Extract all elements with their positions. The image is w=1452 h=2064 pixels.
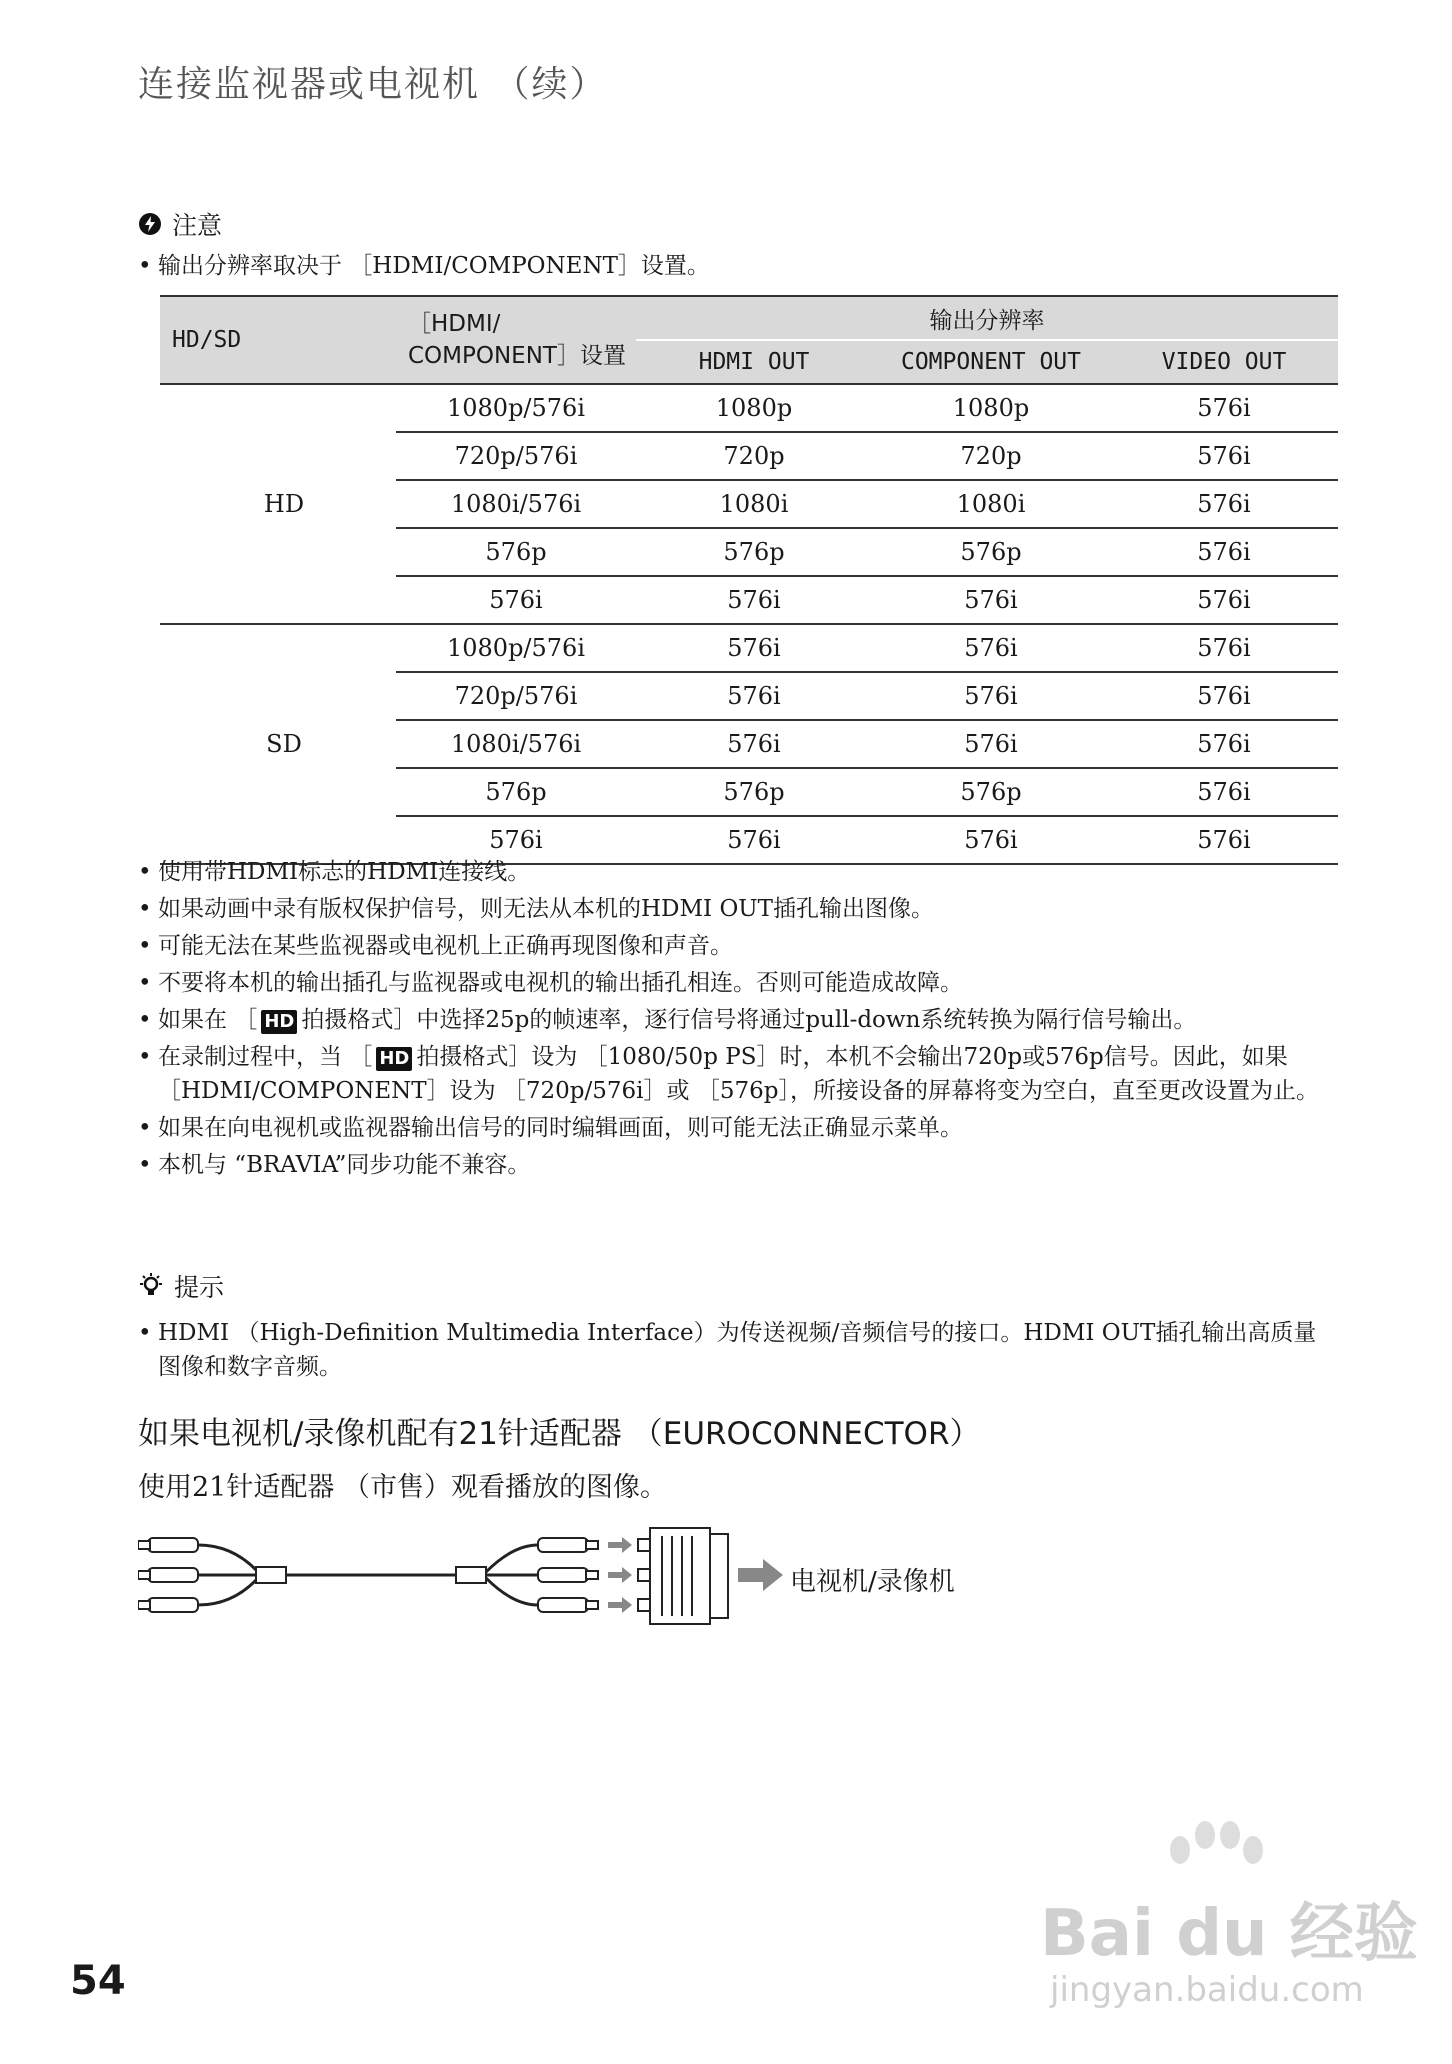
left-plugs [138,1538,198,1612]
page-number: 54 [70,1958,126,2004]
table-cell: 576i [636,672,872,720]
tip-heading [138,1268,224,1304]
group-label-hd: HD [160,384,396,624]
table-cell: 1080i/576i [396,480,636,528]
caution-intro-text: 输出分辨率取决于 ［HDMI/COMPONENT］设置。 [158,253,710,279]
table-cell: 576p [396,768,636,816]
table-cell: 576p [636,528,872,576]
note-item-hd-2 [138,1040,1338,1108]
watermark-url: jingyan.baidu.com [1050,1970,1364,2010]
note-text-before: 在录制过程中，当 ［ [158,1044,373,1070]
tip-body [138,1316,1338,1384]
table-cell: 576i [872,816,1110,864]
header-hdsd: HD/SD [160,296,396,384]
note-text-after: 拍摄格式］设为 ［1080/50p PS］时，本机不会输出720p或576p信号。因此，如果 ［HDMI/COMPONENT］设为 ［720p/576i］或 ［576p］，所接设备的屏幕将变为空白，直至更改设置为止。 [158,1044,1319,1104]
right-junction [456,1567,486,1583]
lightbulb-icon [138,1272,164,1300]
note-text-after: 拍摄格式］中选择25p的帧速率，逐行信号将通过pull-down系统转换为隔行信号输出。 [301,1007,1197,1033]
note-item [138,892,1338,926]
note-text: 不要将本机的输出插孔与监视器或电视机的输出插孔相连。否则可能造成故障。 [158,970,963,996]
table-cell: 1080p/576i [396,624,636,672]
left-junction [256,1567,286,1583]
note-text: 使用带HDMI标志的HDMI连接线。 [158,859,531,885]
table-cell: 576p [872,768,1110,816]
header-hdmi-out: HDMI OUT [636,340,872,384]
note-item [138,966,1338,1000]
page-title: 连接监视器或电视机 （续） [138,64,608,105]
caution-heading-text: 注意 [172,211,223,240]
header-setting [396,296,636,384]
note-text [138,1003,1338,1037]
table-cell: 576i [396,816,636,864]
table-cell: 1080i/576i [396,720,636,768]
table-cell: 720p/576i [396,672,636,720]
notes-list [138,855,1338,1185]
table-cell: 576i [636,816,872,864]
note-item [138,1111,1338,1145]
bullet-dot: • [138,970,152,996]
tip-text: HDMI （High-Definition Multimedia Interface）为传送视频/音频信号的接口。HDMI OUT插孔输出高质量图像和数字音频。 [158,1320,1317,1380]
table-header [160,296,1338,384]
table-cell: 576p [396,528,636,576]
bullet-dot: • [138,896,152,922]
connection-diagram [138,1520,838,1630]
tv-vcr-label: 电视机/录像机 [790,1567,955,1597]
paw-logo [1150,1820,1270,1890]
table-cell: 576p [872,528,1110,576]
table-cell: 720p/576i [396,432,636,480]
resolution-table [160,295,1338,865]
table-cell: 1080p/576i [396,384,636,432]
right-cables [486,1545,538,1605]
right-plugs [538,1538,598,1612]
table-cell: 576i [636,720,872,768]
table-cell: 720p [872,432,1110,480]
note-item [138,855,1338,889]
table-cell: 576p [636,768,872,816]
table-cell: 1080i [872,480,1110,528]
table-cell: 576i [1110,432,1338,480]
caution-intro [138,249,1338,283]
plug-arrows [608,1537,632,1613]
bullet-dot: • [138,1044,152,1070]
table-cell: 576i [872,624,1110,672]
bullet-dot: • [138,859,152,885]
group-label-sd: SD [160,624,396,864]
table-cell: 1080p [636,384,872,432]
table-cell: 576i [1110,528,1338,576]
output-arrow [738,1559,783,1591]
note-item [138,1148,1338,1182]
note-text: 可能无法在某些监视器或电视机上正确再现图像和声音。 [158,933,733,959]
header-video-out: VIDEO OUT [1110,340,1338,384]
table-cell: 576i [872,672,1110,720]
table-cell: 576i [1110,576,1338,624]
header-setting-line1: ［HDMI/ [408,311,501,337]
hd-movie-icon: HD [376,1047,412,1071]
table-cell: 576i [872,720,1110,768]
table-cell: 576i [1110,624,1338,672]
table-cell: 576i [396,576,636,624]
tip-heading-text: 提示 [174,1273,225,1302]
note-text [138,1040,1338,1108]
header-output-group: 输出分辨率 [636,296,1338,340]
watermark [1040,1820,1418,2020]
bullet-dot: • [138,1320,152,1346]
table-cell: 576i [1110,672,1338,720]
table-cell: 576i [1110,816,1338,864]
header-component-out: COMPONENT OUT [872,340,1110,384]
euroconnector-adapter [638,1528,728,1624]
table-cell: 576i [636,576,872,624]
table-cell: 1080i [636,480,872,528]
bullet-dot: • [138,1152,152,1178]
table-cell: 576i [1110,384,1338,432]
bullet-dot: • [138,253,152,279]
table-cell: 576i [872,576,1110,624]
caution-icon [138,212,162,236]
euro-subtitle: 使用21针适配器 （市售）观看播放的图像。 [138,1472,667,1503]
left-cables [198,1545,258,1605]
note-text: 本机与 “BRAVIA”同步功能不兼容。 [158,1152,531,1178]
bullet-dot: • [138,1115,152,1141]
note-item-hd-1 [138,1003,1338,1037]
table-cell: 720p [636,432,872,480]
caution-heading [138,206,222,242]
table-cell: 1080p [872,384,1110,432]
header-setting-line2: COMPONENT］设置 [408,343,626,369]
note-text-before: 如果在 ［ [158,1007,258,1033]
bullet-dot: • [138,1007,152,1033]
bullet-dot: • [138,933,152,959]
hd-movie-icon: HD [261,1010,297,1034]
table-cell: 576i [636,624,872,672]
table-body [160,384,1338,864]
table-cell: 576i [1110,480,1338,528]
note-text: 如果动画中录有版权保护信号，则无法从本机的HDMI OUT插孔输出图像。 [158,896,935,922]
note-item [138,929,1338,963]
watermark-brand: Bai du 经验 [1040,1897,1418,1971]
table-cell: 576i [1110,720,1338,768]
euro-heading: 如果电视机/录像机配有21针适配器 （EUROCONNECTOR） [138,1416,981,1452]
note-text: 如果在向电视机或监视器输出信号的同时编辑画面，则可能无法正确显示菜单。 [158,1115,963,1141]
table-cell: 576i [1110,768,1338,816]
